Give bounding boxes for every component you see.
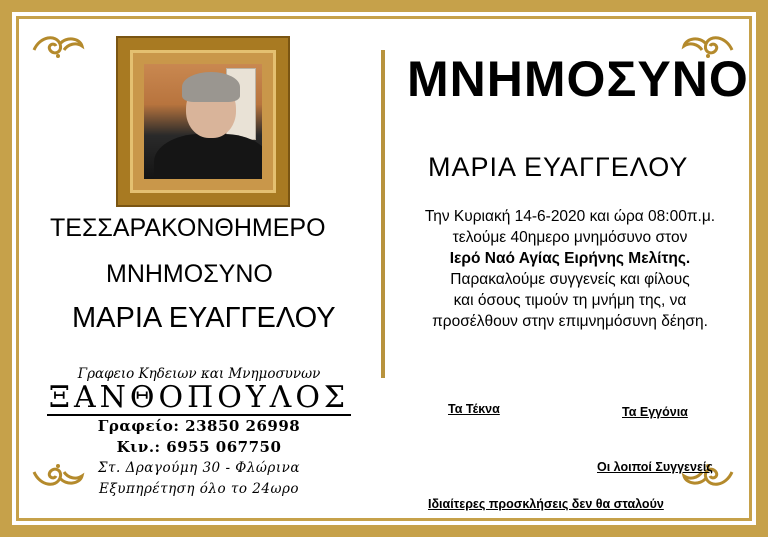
announcement-line: προσέλθουν στην επιμνημόσυνη δέηση. bbox=[432, 313, 708, 330]
portrait-frame bbox=[118, 38, 288, 205]
left-heading-line1: ΤΕΣΣΑΡΑΚΟΝΘΗΜΕΡΟ bbox=[50, 214, 326, 242]
funeral-home-office-phone: Γραφείο: 23850 26998 bbox=[97, 417, 301, 435]
announcement-line: Παρακαλούμε συγγενείς και φίλους bbox=[450, 271, 690, 288]
signature-children: Τα Τέκνα bbox=[448, 402, 500, 416]
announcement-body bbox=[395, 206, 745, 332]
signature-grandchildren: Τα Εγγόνια bbox=[622, 405, 688, 419]
announcement-line: τελούμε 40ημερο μνημόσυνο στον bbox=[452, 229, 688, 246]
funeral-home-block bbox=[40, 366, 358, 500]
photo-figure-body bbox=[154, 134, 262, 179]
right-deceased-name: ΜΑΡΙΑ ΕΥΑΓΓΕΛΟΥ bbox=[428, 152, 689, 182]
portrait-photo bbox=[144, 64, 262, 179]
announcement-line: Ιερό Ναό Αγίας Ειρήνης Μελίτης. bbox=[449, 250, 691, 267]
funeral-home-service-hours: Εξυπηρέτηση όλο το 24ωρο bbox=[98, 481, 300, 497]
funeral-home-address: Στ. Δραγούμη 30 - Φλώρινα bbox=[98, 460, 300, 476]
no-invitations-note: Ιδιαίτερες προσκλήσεις δεν θα σταλούν bbox=[428, 497, 664, 511]
left-deceased-name: ΜΑΡΙΑ ΕΥΑΓΓΕΛΟΥ bbox=[72, 302, 336, 334]
funeral-home-caption: Γραφειο Κηδειων και Μνημοσυνων bbox=[77, 366, 321, 382]
signature-relatives: Οι λοιποί Συγγενείς bbox=[597, 460, 713, 474]
left-heading-line2: ΜΝΗΜΟΣΥΝΟ bbox=[106, 260, 273, 288]
funeral-home-name: ΞΑΝΘΟΠΟΥΛΟΣ bbox=[48, 380, 350, 415]
vertical-divider bbox=[381, 50, 385, 378]
memorial-title: ΜΝΗΜΟΣΥΝΟ bbox=[407, 51, 749, 107]
funeral-home-mobile-phone: Κιν.: 6955 067750 bbox=[116, 438, 282, 456]
announcement-line: Την Κυριακή 14-6-2020 και ώρα 08:00π.μ. bbox=[424, 208, 716, 225]
flourish-top-left-icon bbox=[30, 32, 86, 60]
announcement-line: και όσους τιμούν τη μνήμη της, να bbox=[453, 292, 687, 309]
photo-figure-hair bbox=[182, 72, 240, 102]
